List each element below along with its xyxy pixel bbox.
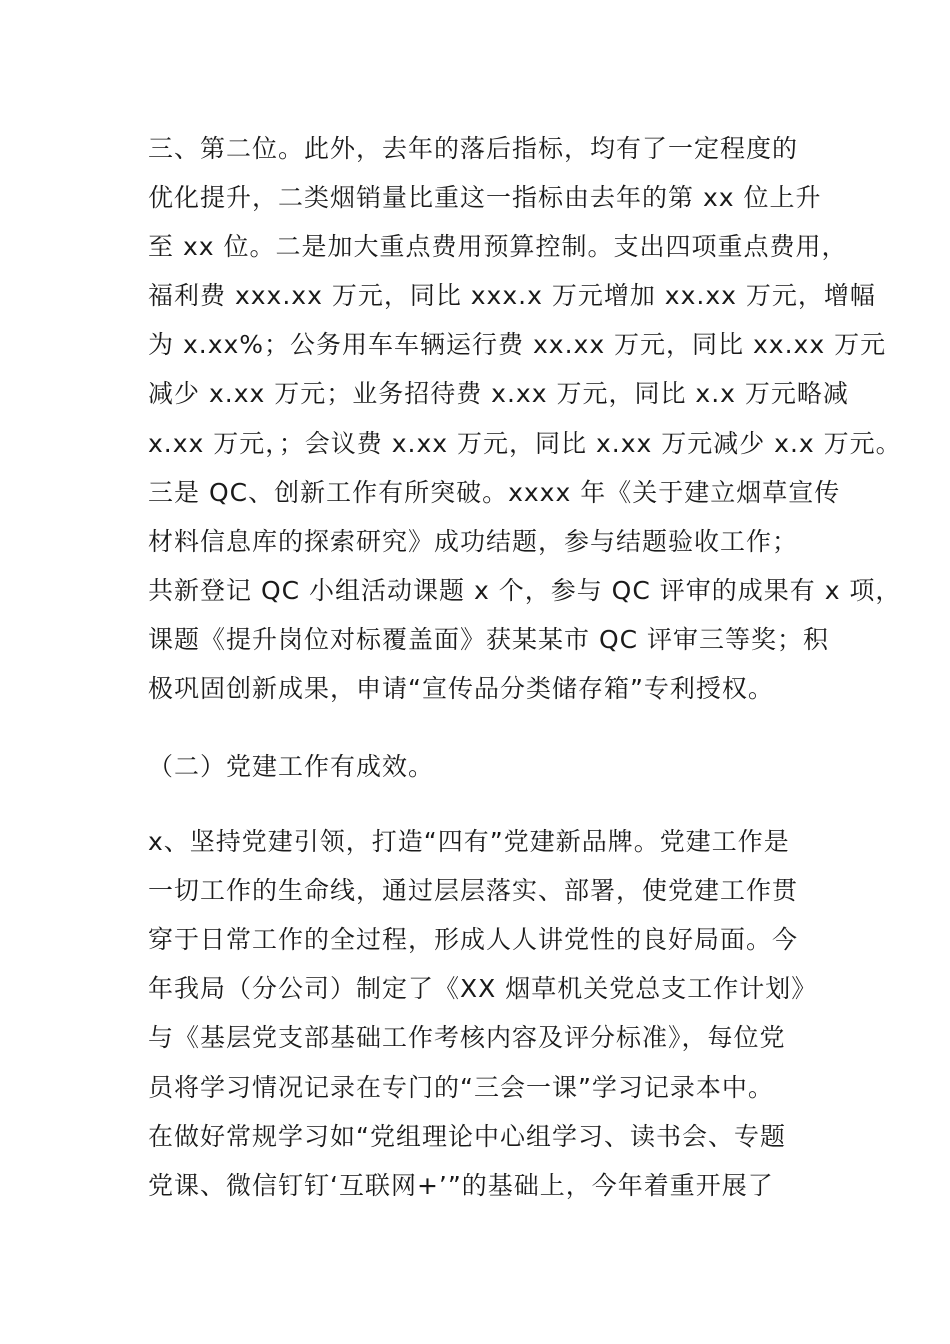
text-line: 材料信息库的探索研究》成功结题，参与结题验收工作；: [148, 527, 799, 556]
text-line: x、坚持党建引领，打造“四有”党建新品牌。党建工作是: [148, 827, 790, 856]
text-line: 一切工作的生命线，通过层层落实、部署，使党建工作贯: [148, 876, 799, 905]
text-line: 与《基层党支部基础工作考核内容及评分标准》，每位党: [148, 1023, 786, 1052]
text-line: 课题《提升岗位对标覆盖面》获某某市 QC 评审三等奖；积: [148, 625, 830, 654]
text-line: 三、第二位。此外，去年的落后指标，均有了一定程度的: [148, 134, 799, 163]
text-line: 穿于日常工作的全过程，形成人人讲党性的良好局面。今: [148, 925, 799, 954]
text-line: 员将学习情况记录在专门的“三会一课”学习记录本中。: [148, 1073, 774, 1102]
text-line: 在做好常规学习如“党组理论中心组学习、读书会、专题: [148, 1122, 786, 1151]
text-line: 年我局（分公司）制定了《XX 烟草机关党总支工作计划》: [148, 974, 818, 1003]
text-line: 极巩固创新成果，申请“宣传品分类储存箱”专利授权。: [148, 674, 774, 703]
text-line: 三是 QC、创新工作有所突破。xxxx 年《关于建立烟草宣传: [148, 478, 841, 507]
text-line: 至 xx 位。二是加大重点费用预算控制。支出四项重点费用，: [148, 232, 848, 261]
text-line: 福利费 xxx.xx 万元，同比 xxx.x 万元增加 xx.xx 万元，增幅: [148, 281, 876, 310]
text-line: x.xx 万元，；会议费 x.xx 万元，同比 x.xx 万元减少 x.x 万元。: [148, 429, 902, 458]
text-line: 优化提升，二类烟销量比重这一指标由去年的第 xx 位上升: [148, 183, 822, 212]
section-heading: （二）党建工作有成效。: [148, 752, 435, 781]
text-line: 党课、微信钉钉‘互联网+’”的基础上，今年着重开展了: [148, 1171, 774, 1200]
text-line: 减少 x.xx 万元；业务招待费 x.xx 万元，同比 x.x 万元略减: [148, 379, 849, 408]
text-line: 共新登记 QC 小组活动课题 x 个，参与 QC 评审的成果有 x 项，: [148, 576, 902, 605]
text-line: 为 x.xx%；公务用车车辆运行费 xx.xx 万元，同比 xx.xx 万元: [148, 330, 887, 359]
